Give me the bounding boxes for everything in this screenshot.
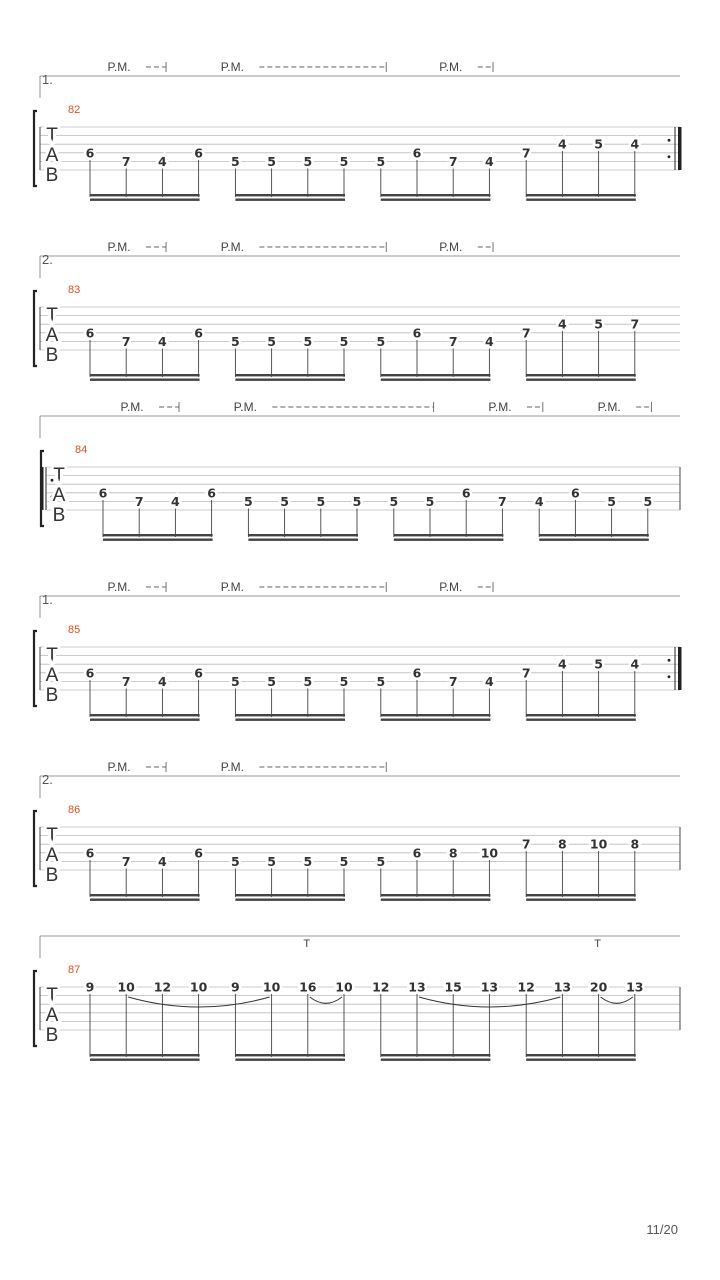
beam — [235, 1059, 345, 1061]
staff-bracket — [34, 291, 37, 366]
fret-number: 5 — [594, 136, 603, 152]
beam — [90, 899, 200, 901]
fret-number: 9 — [85, 979, 95, 995]
beam — [394, 539, 504, 541]
fret-number: 5 — [231, 333, 240, 349]
palm-mute-label: P.M. — [439, 580, 463, 594]
fret-number: 4 — [630, 656, 640, 672]
beam — [526, 194, 636, 196]
beam — [381, 199, 491, 201]
fret-number: 7 — [121, 853, 131, 869]
fret-number: 5 — [231, 853, 240, 869]
fret-number: 7 — [498, 493, 507, 509]
beam — [103, 539, 213, 541]
fret-number: 10 — [117, 979, 135, 995]
fret-number: 12 — [372, 979, 390, 995]
fret-number: 7 — [521, 145, 531, 161]
beam — [539, 534, 649, 536]
fret-number: 4 — [158, 853, 167, 869]
beam — [394, 534, 504, 536]
repeat-start-thick — [40, 467, 44, 510]
beam — [381, 1054, 491, 1056]
fret-number: 6 — [412, 325, 422, 341]
fret-number: 4 — [630, 136, 640, 152]
fret-number: 4 — [485, 673, 494, 689]
ending-label: 2. — [42, 772, 53, 787]
fret-number: 4 — [558, 136, 567, 152]
fret-number: 6 — [412, 845, 422, 861]
repeat-dot — [668, 675, 671, 678]
beam — [526, 719, 636, 721]
beam — [381, 194, 491, 196]
fret-number: 5 — [280, 493, 289, 509]
beam — [526, 714, 636, 716]
tab-clef-letter: A — [45, 145, 59, 166]
fret-number: 7 — [521, 665, 531, 681]
tab-clef-letter: A — [45, 665, 59, 686]
beam — [90, 894, 200, 896]
palm-mute-label: P.M. — [220, 760, 244, 774]
beam — [526, 899, 636, 901]
fret-number: 5 — [389, 493, 399, 509]
slur — [310, 997, 342, 1003]
fret-number: 12 — [517, 979, 535, 995]
fret-number: 10 — [480, 845, 499, 861]
fret-number: 5 — [267, 153, 276, 169]
fret-number: 5 — [231, 153, 240, 169]
fret-number: 12 — [153, 979, 172, 995]
slur — [601, 997, 633, 1003]
fret-number: 4 — [158, 153, 167, 169]
palm-mute-label: P.M. — [220, 580, 244, 594]
tab-clef-letter: T — [46, 125, 58, 146]
fret-number: 8 — [448, 845, 458, 861]
beam — [235, 719, 345, 721]
fret-number: 5 — [303, 333, 313, 349]
staff-bracket — [34, 971, 37, 1046]
beam — [235, 899, 345, 901]
beam — [526, 374, 636, 376]
measure-number: 86 — [68, 804, 81, 816]
tab-clef-letter: T — [46, 985, 58, 1006]
beam — [381, 374, 491, 376]
beam — [90, 199, 200, 201]
fret-number: 5 — [376, 333, 386, 349]
beam — [381, 894, 491, 896]
fret-number: 5 — [376, 853, 386, 869]
fret-number: 13 — [408, 979, 426, 995]
ending-label: 1. — [42, 592, 53, 607]
fret-number: 5 — [594, 316, 603, 332]
fret-number: 4 — [171, 493, 180, 509]
beam — [235, 374, 345, 376]
fret-number: 4 — [158, 333, 167, 349]
measure-number: 84 — [75, 444, 88, 456]
tab-clef-letter: B — [45, 865, 59, 886]
tab-clef-letter: T — [53, 465, 65, 486]
measure-number: 83 — [68, 284, 81, 296]
tab-clef-letter: A — [45, 845, 59, 866]
tab-clef-letter: T — [46, 645, 58, 666]
beam — [90, 1059, 200, 1061]
fret-number: 5 — [376, 153, 386, 169]
fret-number: 7 — [448, 333, 458, 349]
tab-clef-letter: B — [52, 505, 66, 526]
fret-number: 5 — [267, 333, 276, 349]
fret-number: 5 — [267, 853, 276, 869]
fret-number: 13 — [480, 979, 499, 995]
beam — [381, 379, 491, 381]
fret-number: 6 — [194, 325, 203, 341]
fret-number: 7 — [134, 493, 144, 509]
fret-number: 9 — [231, 979, 240, 995]
fret-number: 7 — [448, 153, 458, 169]
tab-clef-letter: A — [45, 325, 59, 346]
tab-clef-letter: A — [52, 485, 66, 506]
fret-number: 5 — [303, 673, 313, 689]
fret-number: 5 — [303, 853, 313, 869]
beam — [235, 714, 345, 716]
fret-number: 6 — [207, 485, 216, 501]
staff-bracket — [34, 111, 37, 186]
fret-number: 4 — [558, 656, 567, 672]
fret-number: 6 — [571, 485, 580, 501]
fret-number: 5 — [339, 673, 349, 689]
beam — [235, 1054, 345, 1056]
fret-number: 4 — [158, 673, 167, 689]
fret-number: 7 — [448, 673, 458, 689]
fret-number: 10 — [262, 979, 281, 995]
beam — [90, 194, 200, 196]
beam — [526, 1054, 636, 1056]
fret-number: 5 — [231, 673, 240, 689]
fret-number: 5 — [339, 153, 349, 169]
palm-mute-label: P.M. — [107, 580, 131, 594]
beam — [235, 194, 345, 196]
fret-number: 5 — [339, 333, 349, 349]
fret-number: 15 — [444, 979, 462, 995]
repeat-dot — [668, 155, 671, 158]
fret-number: 6 — [85, 845, 95, 861]
fret-number: 5 — [303, 153, 313, 169]
fret-number: 5 — [607, 493, 616, 509]
fret-number: 6 — [412, 665, 422, 681]
fret-number: 7 — [630, 316, 640, 332]
tab-clef-letter: B — [45, 1025, 59, 1046]
fret-number: 20 — [589, 979, 608, 995]
fret-number: 5 — [244, 493, 253, 509]
beam — [526, 379, 636, 381]
fret-number: 6 — [85, 325, 95, 341]
fret-number: 5 — [339, 853, 349, 869]
tab-clef-letter: B — [45, 345, 59, 366]
measure-number: 82 — [68, 104, 81, 116]
repeat-dot — [668, 139, 671, 142]
palm-mute-label: P.M. — [220, 60, 244, 74]
fret-number: 10 — [189, 979, 208, 995]
fret-number: 8 — [630, 836, 640, 852]
fret-number: 7 — [121, 333, 131, 349]
fret-number: 5 — [376, 673, 386, 689]
measure-number: 85 — [68, 624, 81, 636]
fret-number: 6 — [85, 665, 95, 681]
fret-number: 5 — [594, 656, 603, 672]
fret-number: 16 — [299, 979, 317, 995]
beam — [381, 714, 491, 716]
repeat-end-thick — [678, 647, 682, 690]
palm-mute-label: P.M. — [107, 760, 131, 774]
ending-label: 1. — [42, 72, 53, 87]
fret-number: 4 — [485, 153, 494, 169]
palm-mute-label: P.M. — [597, 400, 621, 414]
fret-number: 4 — [485, 333, 494, 349]
palm-mute-label: P.M. — [107, 60, 131, 74]
fret-number: 7 — [121, 673, 131, 689]
staff-bracket — [34, 631, 37, 706]
fret-number: 6 — [412, 145, 422, 161]
fret-number: 4 — [558, 316, 567, 332]
fret-number: 5 — [643, 493, 653, 509]
ending-label: 2. — [42, 252, 53, 267]
fret-number: 6 — [194, 845, 203, 861]
fret-number: 7 — [521, 325, 531, 341]
palm-mute-label: P.M. — [488, 400, 512, 414]
tab-clef-letter: T — [46, 825, 58, 846]
fret-number: 5 — [316, 493, 326, 509]
palm-mute-label: P.M. — [439, 60, 463, 74]
palm-mute-label: P.M. — [439, 240, 463, 254]
fret-number: 6 — [194, 665, 203, 681]
palm-mute-label: P.M. — [107, 240, 131, 254]
tab-clef-letter: A — [45, 1005, 59, 1026]
fret-number: 5 — [425, 493, 435, 509]
fret-number: 7 — [521, 836, 531, 852]
fret-number: 7 — [121, 153, 131, 169]
beam — [526, 1059, 636, 1061]
beam — [90, 374, 200, 376]
palm-mute-label: P.M. — [120, 400, 144, 414]
palm-mute-label: P.M. — [220, 240, 244, 254]
fret-number: 4 — [534, 493, 544, 509]
repeat-dot — [668, 659, 671, 662]
beam — [90, 714, 200, 716]
repeat-end-thick — [678, 127, 682, 170]
fret-number: 10 — [335, 979, 353, 995]
fret-number: 6 — [98, 485, 108, 501]
beam — [381, 719, 491, 721]
tap-mark: T — [594, 938, 601, 950]
tap-mark: T — [303, 938, 311, 950]
tab-clef-letter: B — [45, 165, 59, 186]
beam — [248, 539, 358, 541]
tab-clef-letter: B — [45, 685, 59, 706]
fret-number: 8 — [558, 836, 567, 852]
beam — [103, 534, 213, 536]
fret-number: 5 — [267, 673, 276, 689]
tab-clef-letter: T — [46, 305, 58, 326]
beam — [381, 899, 491, 901]
fret-number: 13 — [626, 979, 644, 995]
beam — [235, 379, 345, 381]
fret-number: 5 — [352, 493, 362, 509]
beam — [526, 199, 636, 201]
measure-number: 87 — [68, 964, 81, 976]
beam — [90, 719, 200, 721]
fret-number: 6 — [85, 145, 95, 161]
page-number: 11/20 — [646, 1222, 678, 1237]
fret-number: 10 — [589, 836, 608, 852]
beam — [381, 1059, 491, 1061]
beam — [526, 894, 636, 896]
beam — [248, 534, 358, 536]
beam — [90, 379, 200, 381]
staff-bracket — [34, 811, 37, 886]
beam — [539, 539, 649, 541]
beam — [90, 1054, 200, 1056]
fret-number: 6 — [194, 145, 203, 161]
beam — [235, 199, 345, 201]
fret-number: 13 — [553, 979, 572, 995]
fret-number: 6 — [461, 485, 471, 501]
palm-mute-label: P.M. — [233, 400, 257, 414]
beam — [235, 894, 345, 896]
